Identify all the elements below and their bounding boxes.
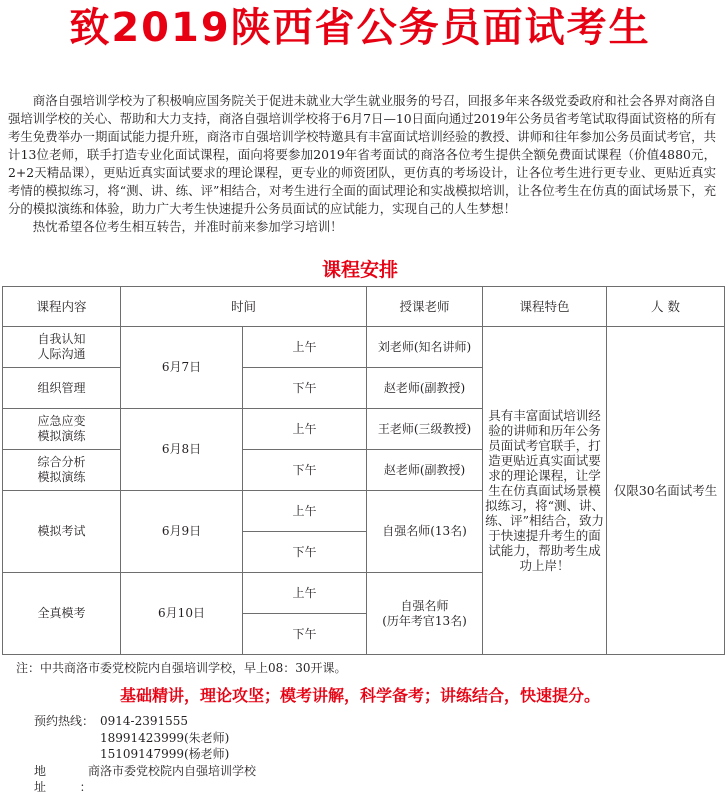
date-cell: 6月10日 (121, 573, 243, 655)
session-cell: 上午 (243, 327, 367, 368)
intro-paragraph-1: 商洛自强培训学校为了积极响应国务院关于促进未就业大学生就业服务的号召，回报多年来各级党委政府和社会各界对商洛自强培训学校的关心、帮助和大力支持，商洛自强培训学校将于6月7日—10日面向通过2019年公务员省考笔试取得面试资格的所有考生免费举办一期面试能力提升班，商洛市自强培训学校特邀具有丰富面试培训经验的教授、讲师和往年参加公务员面试考官，共计13位老师，联手打造专业化面试课程，面向将要参加2019年省考面试的商洛各位考生提供全额免费面试课程（价值4880元，2+2天精品课），更贴近真实面试要求的理论课程，更专业的师资团队，更仿真的考场设计，让各位考生进行更专业、更贴近真实考情的模拟练习，将“测、讲、练、评”相结合，对考生进行全面的面试理论和实战模拟培训，让各位考生在仿真的面试场景下，充分的模拟演练和体验，助力广大考生快速提升公务员面试的应试能力，实现自己的人生梦想！ (8, 93, 716, 216)
date-cell: 6月9日 (121, 491, 243, 573)
address-label: 地址： (34, 763, 126, 794)
schedule-table (2, 286, 725, 655)
course-cell: 综合分析 模拟演练 (3, 450, 121, 491)
address-value: 商洛市委党校院内自强培训学校 (88, 763, 257, 778)
session-cell: 上午 (243, 409, 367, 450)
session-cell: 下午 (243, 368, 367, 409)
session-cell: 下午 (243, 532, 367, 573)
people-cell: 仅限30名面试考生 (607, 327, 725, 655)
session-cell: 下午 (243, 450, 367, 491)
teacher-cell: 赵老师(副教授) (367, 368, 483, 409)
header-people: 人 数 (607, 287, 725, 327)
intro-text (8, 92, 716, 236)
header-content: 课程内容 (3, 287, 121, 327)
headline: 致2019陕西省公务员面试考生 (69, 5, 651, 51)
teacher-cell: 赵老师(副教授) (367, 450, 483, 491)
course-cell: 全真模考 (3, 573, 121, 655)
contact-info (34, 713, 256, 796)
header-feature: 课程特色 (483, 287, 607, 327)
schedule-note: 注：中共商洛市委党校院内自强培训学校，早上08：30开课。 (16, 661, 347, 675)
hotline-label: 预约热线： (34, 714, 95, 728)
course-cell: 模拟考试 (3, 491, 121, 573)
course-cell: 自我认知 人际沟通 (3, 327, 121, 368)
feature-cell: 具有丰富面试培训经验的讲师和历年公务员面试考官联手，打造更贴近真实面试要求的理论课程，让学生在仿真面试场景模拟练习，将“测、讲、练、评”相结合，致力于快速提升考生的面试能力，帮助考生成功上岸！ (483, 327, 607, 655)
schedule-title: 课程安排 (321, 259, 398, 281)
table-row (3, 327, 725, 368)
slogan: 基础精讲，理论攻坚；模考讲解，科学备考；讲练结合，快速提分。 (119, 686, 600, 705)
teacher-cell: 自强名师(13名) (367, 491, 483, 573)
date-cell: 6月8日 (121, 409, 243, 491)
header-teacher: 授课老师 (367, 287, 483, 327)
session-cell: 下午 (243, 614, 367, 655)
course-cell: 组织管理 (3, 368, 121, 409)
intro-paragraph-2: 热忱希望各位考生相互转告，并准时前来参加学习培训！ (32, 219, 343, 234)
session-cell: 上午 (243, 573, 367, 614)
course-cell: 应急应变 模拟演练 (3, 409, 121, 450)
teacher-cell: 自强名师 (历年考官13名) (367, 573, 483, 655)
session-cell: 上午 (243, 491, 367, 532)
header-time: 时间 (121, 287, 367, 327)
phone-number: 0914-2391555 (100, 714, 189, 728)
table-header-row (3, 287, 725, 327)
teacher-cell: 刘老师(知名讲师) (367, 327, 483, 368)
phone-number: 15109147999(杨老师) (100, 747, 230, 761)
date-cell: 6月7日 (121, 327, 243, 409)
teacher-cell: 王老师(三级教授) (367, 409, 483, 450)
phone-number: 18991423999(朱老师) (100, 730, 230, 745)
